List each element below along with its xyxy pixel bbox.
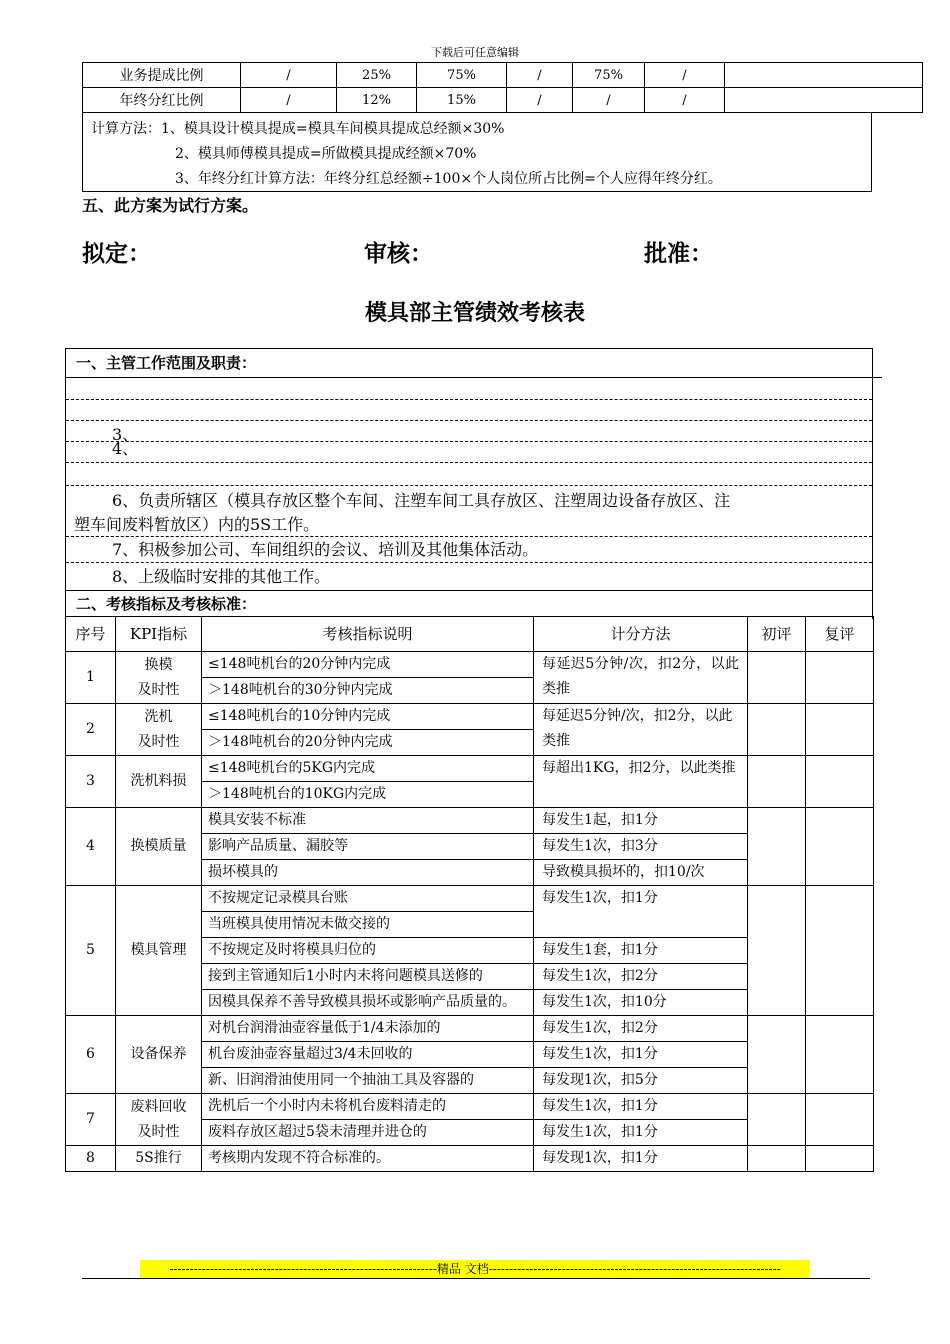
kpi-initial-cell[interactable] [748, 652, 806, 704]
duty-item-4: 4、 [66, 442, 872, 463]
duties-box [65, 348, 873, 619]
ratio-cell: / [507, 88, 573, 113]
footer-divider [82, 1278, 870, 1279]
kpi-name-line: 及时性 [137, 733, 180, 750]
kpi-desc: 当班模具使用情况未做交接的 [202, 912, 534, 938]
page-header: 下载后可任意编辑 [431, 46, 519, 59]
table-row [83, 63, 923, 88]
kpi-review-cell[interactable] [806, 756, 874, 808]
kpi-score: 每发生1套，扣1分 [534, 938, 748, 964]
col-header-desc: 考核指标说明 [202, 617, 534, 652]
ratio-cell: 12% [337, 88, 417, 113]
ratio-cell: / [241, 63, 337, 88]
document-title: 模具部主管绩效考核表 [364, 301, 585, 326]
kpi-name: 5S推行 [116, 1146, 202, 1172]
kpi-no: 4 [66, 808, 116, 886]
ratio-cell: 75% [417, 63, 507, 88]
kpi-name [116, 704, 202, 756]
kpi-score: 每发现1次，扣1分 [534, 1146, 748, 1172]
kpi-no: 7 [66, 1094, 116, 1146]
table-row [66, 1094, 874, 1120]
ratio-cell: / [645, 63, 725, 88]
ratio-label: 年终分红比例 [83, 88, 241, 113]
calc-line-3: 3、年终分红计算方法：年终分红总经额÷100×个人岗位所占比例=个人应得年终分红。 [175, 171, 722, 187]
ratio-cell: / [507, 63, 573, 88]
duty-item-6-line-2: 塑车间废料暂放区）内的5S工作。 [74, 515, 320, 534]
ratio-cell [725, 88, 923, 113]
kpi-score: 每发生1次，扣2分 [534, 964, 748, 990]
ratio-cell: 15% [417, 88, 507, 113]
duty-item-6 [66, 486, 872, 537]
kpi-initial-cell[interactable] [748, 1016, 806, 1094]
kpi-table [65, 616, 874, 1172]
kpi-initial-cell[interactable] [748, 704, 806, 756]
ratio-label: 业务提成比例 [83, 63, 241, 88]
kpi-desc: ＞148吨机台的20分钟内完成 [202, 730, 534, 756]
kpi-initial-cell[interactable] [748, 808, 806, 886]
table-row [66, 808, 874, 834]
col-header-kpi: KPI指标 [116, 617, 202, 652]
table-row [66, 1016, 874, 1042]
ratio-table [82, 62, 923, 113]
kpi-review-cell[interactable] [806, 1016, 874, 1094]
kpi-score: 每发生1次，扣1分 [534, 1120, 748, 1146]
kpi-name: 洗机料损 [116, 756, 202, 808]
kpi-desc: 模具安装不标准 [202, 808, 534, 834]
kpi-score: 每发生1起，扣1分 [534, 808, 748, 834]
kpi-score: 每延迟5分钟/次，扣2分，以此类推 [534, 652, 748, 704]
ratio-cell: / [573, 88, 645, 113]
kpi-desc: 新、旧润滑油使用同一个抽油工具及容器的 [202, 1068, 534, 1094]
kpi-desc: 对机台润滑油壶容量低于1/4未添加的 [202, 1016, 534, 1042]
col-header-review: 复评 [806, 617, 874, 652]
kpi-desc: 洗机后一个小时内未将机台废料清走的 [202, 1094, 534, 1120]
kpi-score: 每发生1次，扣3分 [534, 834, 748, 860]
col-header-score: 计分方法 [534, 617, 748, 652]
kpi-review-cell[interactable] [806, 808, 874, 886]
kpi-heading: 二、考核指标及考核标准： [76, 595, 257, 613]
kpi-name-line: 换模 [144, 656, 173, 673]
kpi-score: 每发现1次，扣5分 [534, 1068, 748, 1094]
kpi-desc: ≤148吨机台的5KG内完成 [202, 756, 534, 782]
kpi-no: 2 [66, 704, 116, 756]
kpi-score: 每发生1次，扣2分 [534, 1016, 748, 1042]
kpi-score: 每超出1KG，扣2分，以此类推 [534, 756, 748, 808]
kpi-name: 设备保养 [116, 1016, 202, 1094]
kpi-desc: ≤148吨机台的10分钟内完成 [202, 704, 534, 730]
kpi-score: 导致模具损坏的，扣10/次 [534, 860, 748, 886]
ratio-cell: 25% [337, 63, 417, 88]
kpi-desc: 不按规定记录模具台账 [202, 886, 534, 912]
signature-draft: 拟定： [82, 241, 151, 267]
kpi-no: 1 [66, 652, 116, 704]
kpi-name-line: 及时性 [137, 1123, 180, 1140]
duty-line-blank [66, 400, 872, 421]
kpi-score: 每发生1次，扣1分 [534, 1094, 748, 1120]
kpi-score: 每发生1次，扣1分 [534, 1042, 748, 1068]
duty-item-7: 7、积极参加公司、车间组织的会议、培训及其他集体活动。 [66, 537, 872, 563]
ratio-cell: 75% [573, 63, 645, 88]
kpi-no: 6 [66, 1016, 116, 1094]
kpi-review-cell[interactable] [806, 704, 874, 756]
kpi-name: 模具管理 [116, 886, 202, 1016]
signature-approve: 批准： [644, 241, 713, 267]
kpi-desc: 影响产品质量、漏胶等 [202, 834, 534, 860]
kpi-desc: 损坏模具的 [202, 860, 534, 886]
kpi-desc: 因模具保养不善导致模具损坏或影响产品质量的。 [202, 990, 534, 1016]
col-header-no: 序号 [66, 617, 116, 652]
kpi-desc: ≤148吨机台的20分钟内完成 [202, 652, 534, 678]
table-row [83, 88, 923, 113]
kpi-no: 5 [66, 886, 116, 1016]
kpi-desc: 考核期内发现不符合标准的。 [202, 1146, 534, 1172]
kpi-header-row [66, 617, 874, 652]
kpi-review-cell[interactable] [806, 1146, 874, 1172]
ratio-cell: / [645, 88, 725, 113]
kpi-name-line: 废料回收 [130, 1098, 187, 1115]
table-row [66, 886, 874, 912]
table-row [66, 1146, 874, 1172]
kpi-initial-cell[interactable] [748, 1094, 806, 1146]
table-row [66, 652, 874, 678]
col-header-initial: 初评 [748, 617, 806, 652]
calc-line-1: 计算方法：1、模具设计模具提成=模具车间模具提成总经额×30% [91, 121, 505, 137]
kpi-desc: 接到主管通知后1小时内未将问题模具送修的 [202, 964, 534, 990]
kpi-review-cell[interactable] [806, 652, 874, 704]
kpi-initial-cell[interactable] [748, 756, 806, 808]
signature-review: 审核： [364, 241, 433, 267]
section-trial-plan: 五、此方案为试行方案。 [82, 196, 259, 215]
duty-item-6-line-1: 6、负责所辖区（模具存放区整个车间、注塑车间工具存放区、注塑周边设备存放区、注 [112, 491, 731, 510]
table-row [66, 756, 874, 782]
kpi-score: 每发生1次，扣1分 [534, 886, 748, 938]
kpi-desc: 废料存放区超过5袋未清理并进仓的 [202, 1120, 534, 1146]
ratio-cell [725, 63, 923, 88]
kpi-no: 8 [66, 1146, 116, 1172]
kpi-name-line: 洗机 [144, 708, 173, 725]
kpi-desc: 机台废油壶容量超过3/4未回收的 [202, 1042, 534, 1068]
duty-line-blank [66, 463, 872, 486]
kpi-name [116, 1094, 202, 1146]
ratio-cell: / [241, 88, 337, 113]
footer-banner: ------------------------------------------------------------------精品 文档------------------------------------------------------------------------ [140, 1260, 810, 1278]
kpi-initial-cell[interactable] [748, 886, 806, 1016]
duty-item-3: 3、 [66, 421, 872, 442]
kpi-review-cell[interactable] [806, 1094, 874, 1146]
kpi-name [116, 652, 202, 704]
duties-heading: 一、主管工作范围及职责： [66, 349, 882, 378]
kpi-review-cell[interactable] [806, 886, 874, 1016]
calculation-method [82, 113, 872, 192]
kpi-desc: ＞148吨机台的30分钟内完成 [202, 678, 534, 704]
kpi-desc: ＞148吨机台的10KG内完成 [202, 782, 534, 808]
kpi-desc: 不按规定及时将模具归位的 [202, 938, 534, 964]
kpi-score: 每延迟5分钟/次，扣2分，以此类推 [534, 704, 748, 756]
kpi-score: 每发生1次，扣10分 [534, 990, 748, 1016]
duty-line-blank [66, 378, 872, 400]
calc-line-2: 2、模具师傅模具提成=所做模具提成经额×70% [175, 146, 477, 162]
table-row [66, 704, 874, 730]
kpi-name-line: 及时性 [137, 681, 180, 698]
kpi-no: 3 [66, 756, 116, 808]
duty-item-8: 8、上级临时安排的其他工作。 [66, 563, 872, 591]
kpi-name: 换模质量 [116, 808, 202, 886]
kpi-initial-cell[interactable] [748, 1146, 806, 1172]
